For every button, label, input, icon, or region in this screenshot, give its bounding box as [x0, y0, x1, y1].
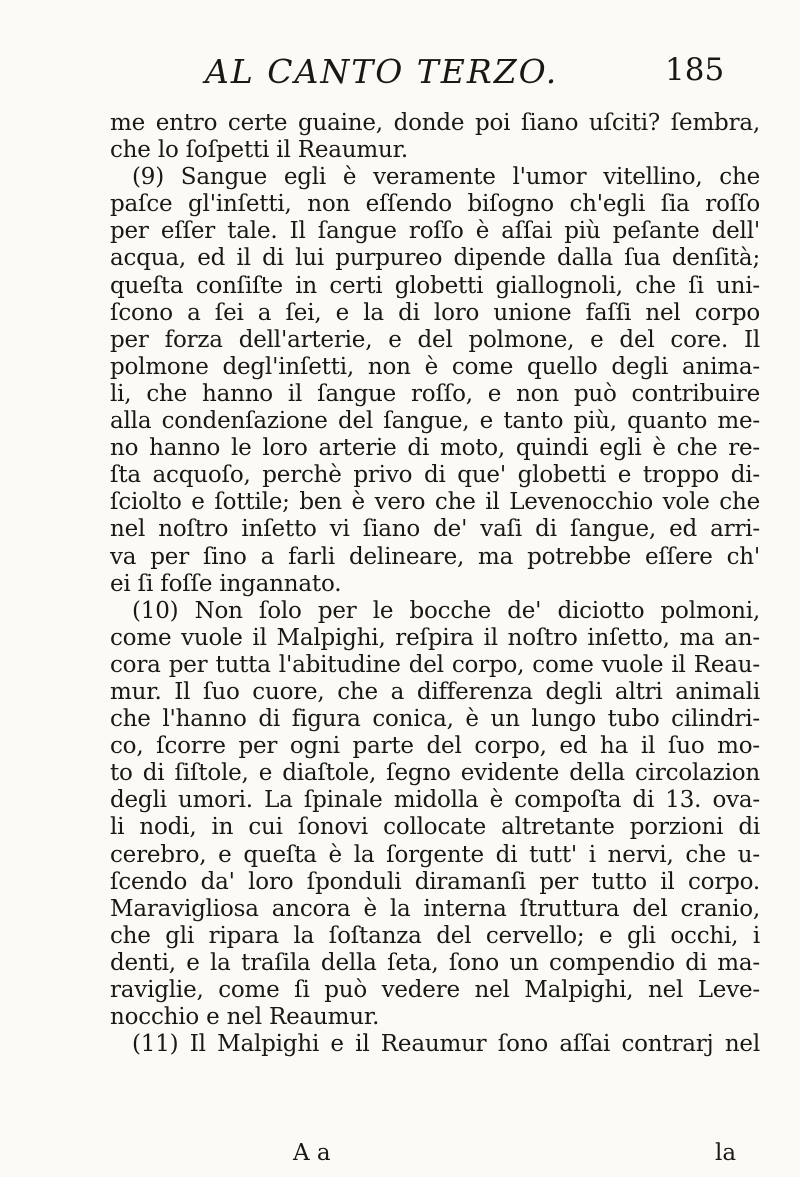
running-title: AL CANTO TERZO.	[205, 52, 559, 91]
text-line: ſcono a ſei a ſei, e la di loro unione faſſi nel corpo	[110, 299, 760, 326]
text-line: co, ſcorre per ogni parte del corpo, ed ha il ſuo mo-	[110, 733, 760, 760]
text-line: me entro certe guaine, donde poi ſiano uſciti? ſembra,	[110, 110, 760, 136]
signature-mark: A a	[293, 1140, 331, 1166]
text-line: Maravigliosa ancora è la interna ſtruttura del cranio,	[110, 895, 760, 922]
text-line: che lo ſoſpetti il Reaumur.	[110, 137, 408, 164]
text-line: raviglie, come ſi può vedere nel Malpighi, nel Leve-	[110, 977, 760, 1003]
text-line: per eſſer tale. Il ſangue roſſo è aſſai più peſante dell'	[110, 218, 760, 245]
page-number: 185	[665, 52, 725, 88]
text-line: ſcendo da' loro ſponduli diramanſi per tutto il corpo.	[110, 868, 760, 895]
body-text	[110, 110, 760, 1058]
text-line: ſciolto e ſottile; ben è vero che il Levenocchio vole che	[110, 489, 760, 516]
text-line: che gli ripara la ſoſtanza del cervello; e gli occhi, i	[110, 922, 760, 949]
text-line: alla condenſazione del ſangue, e tanto più, quanto me-	[110, 408, 760, 435]
text-line: che l'hanno di figura conica, è un lungo tubo cilindri-	[110, 706, 760, 733]
text-line: no hanno le loro arterie di moto, quindi egli è che re-	[110, 435, 760, 462]
text-line: paſce gl'inſetti, non eſſendo biſogno ch'egli ſia roſſo	[110, 191, 760, 218]
text-line: acqua, ed il di lui purpureo dipende dalla ſua denſità;	[110, 245, 760, 272]
text-line: to di ſiſtole, e diaſtole, ſegno evidente della circolazion	[110, 760, 760, 787]
catchword: la	[715, 1140, 737, 1166]
text-line: per forza dell'arterie, e del polmone, e del core. Il	[110, 326, 760, 353]
text-line: ei ſi foſſe ingannato.	[110, 570, 342, 597]
running-head	[0, 52, 800, 102]
text-line: va per ſino a farli delineare, ma potrebbe eſſere ch'	[110, 543, 760, 570]
text-line: come vuole il Malpighi, reſpira il noſtro inſetto, ma an-	[110, 624, 760, 651]
text-line: nocchio e nel Reaumur.	[110, 1004, 380, 1031]
text-line: mur. Il ſuo cuore, che a differenza degli altri animali	[110, 678, 760, 705]
text-line: cora per tutta l'abitudine del corpo, come vuole il Reau-	[110, 651, 760, 678]
text-line: ſta acquoſo, perchè privo di que' globetti e troppo di-	[110, 462, 760, 489]
text-line: polmone degl'inſetti, non è come quello degli anima-	[110, 353, 760, 380]
text-line: (9) Sangue egli è veramente l'umor vitellino, che	[132, 164, 760, 191]
text-line: nel noſtro inſetto vi ſiano de' vaſi di ſangue, ed arri-	[110, 516, 760, 543]
text-line: queſta conſiſte in certi globetti giallognoli, che ſi uni-	[110, 272, 760, 299]
text-line: li nodi, in cui ſonovi collocate altretante porzioni di	[110, 814, 760, 841]
text-line: li, che hanno il ſangue roſſo, e non può contribuire	[110, 380, 760, 407]
text-line: (10) Non ſolo per le bocche de' diciotto polmoni,	[132, 597, 760, 624]
text-line: denti, e la traſila della ſeta, ſono un compendio di ma-	[110, 949, 760, 976]
page-footer	[110, 1140, 760, 1176]
text-line: cerebro, e queſta è la ſorgente di tutt' i nervi, che u-	[110, 841, 760, 868]
text-line: degli umori. La ſpinale midolla è compoſta di 13. ova-	[110, 787, 760, 814]
text-line: (11) Il Malpighi e il Reaumur ſono aſſai contrarj nel	[132, 1031, 760, 1058]
